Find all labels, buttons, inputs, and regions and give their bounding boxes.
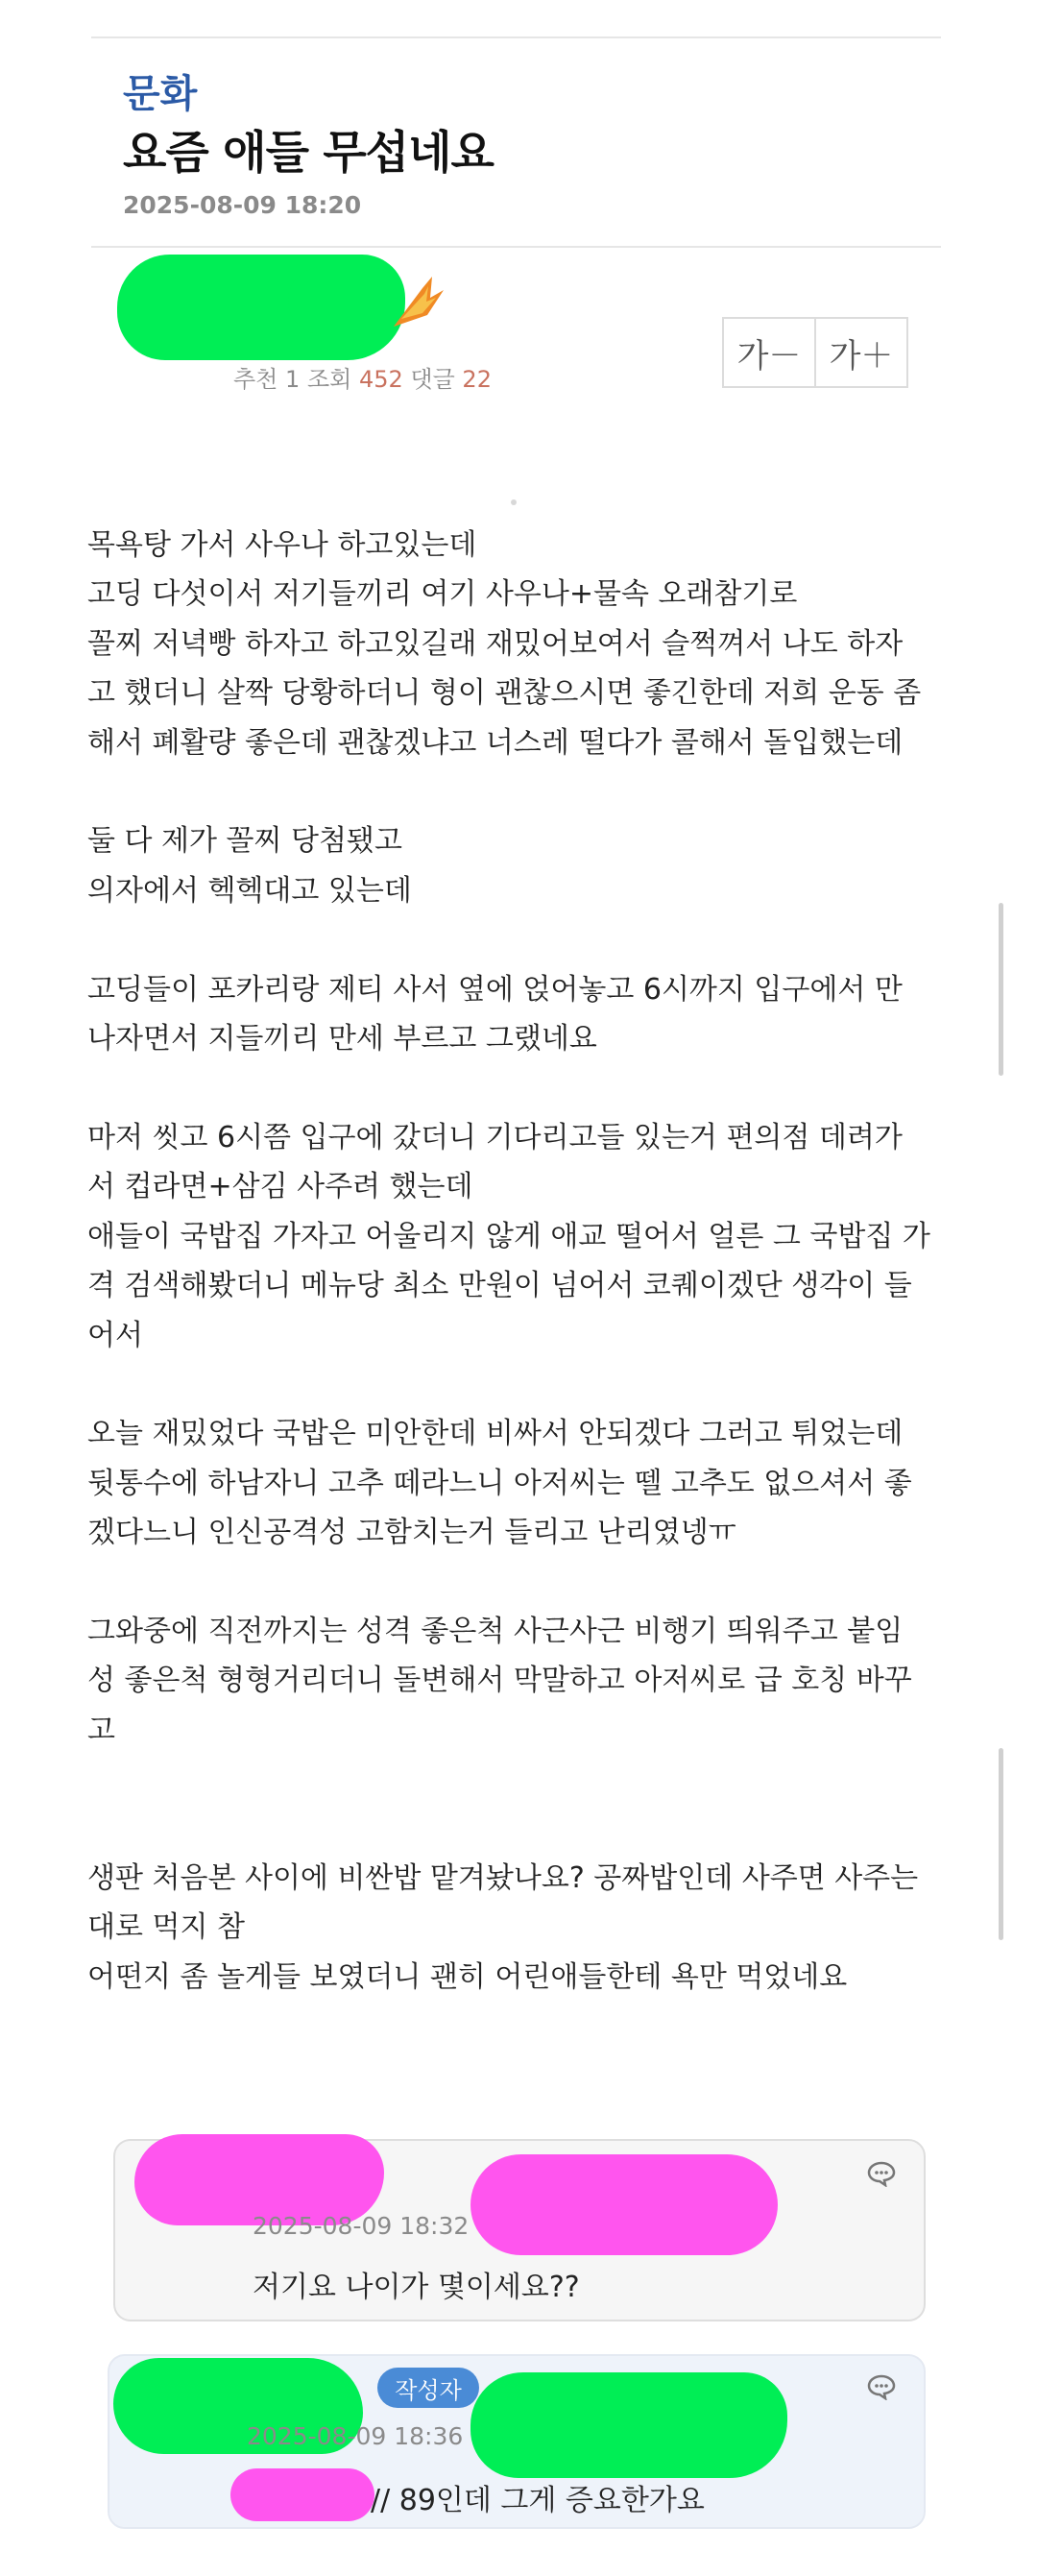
- separator-dot: [511, 499, 517, 505]
- post-category[interactable]: 문화: [123, 72, 198, 116]
- font-decrease-button[interactable]: 가－: [736, 336, 802, 376]
- recommend-label: 추천: [233, 366, 278, 393]
- commenter-redaction: [470, 2372, 787, 2478]
- scrollbar-thumb[interactable]: [999, 1748, 1003, 1940]
- font-size-controls: [722, 317, 908, 388]
- reply-icon[interactable]: [866, 2373, 897, 2400]
- views-count: 452: [358, 366, 403, 393]
- views-label: 조회: [306, 366, 352, 393]
- level-badge-icon: [384, 269, 451, 336]
- post-date: 2025-08-09 18:20: [123, 191, 362, 219]
- comment-date: 2025-08-09 18:36: [247, 2422, 464, 2450]
- header-divider: [91, 246, 941, 248]
- author-badge: 작성자: [377, 2368, 479, 2408]
- comments-label: 댓글: [410, 366, 455, 393]
- commenter-redaction: [470, 2154, 778, 2255]
- scrollbar-thumb[interactable]: [999, 903, 1003, 1076]
- reply-icon[interactable]: [866, 2160, 897, 2187]
- post-body: 목욕탕 가서 사우나 하고있는데 고딩 다섯이서 저기들끼리 여기 사우나+물속 오래참기로 꼴찌 저녁빵 하자고 하고있길래 재밌어보여서 슬쩍껴서 나도 하자 고 했더니 살짝 당황하더니 형이 괜찮으시면 좋긴한데 저희 운동 좀 해서 폐활량 좋은데 괜찮겠냐고 너스레 떨다가 콜해서 돌입했는데 둘 다 제가 꼴찌 당첨됐고 의자에서 헥헥대고 있는데 고딩들이 포카리랑 제티 사서 옆에 얹어놓고 6시까지 입구에서 만 나자면서 지들끼리 만세 부르고 그랬네요 마저 씻고 6시쯤 입구에 갔더니 기다리고들 있는거 편의점 데려가 서 컵라면+삼김 사주려 했는데 애들이 국밥집 가자고 어울리지 않게 애교 떨어서 얼른 그 국밥집 가 격 검색해봤더니 메뉴당 최소 만원이 넘어서 코퀘이겠단 생각이 들 어서 오늘 재밌었다 국밥은 미안한데 비싸서 안되겠다 그러고 튀었는데 뒷통수에 하남자니 고추 떼라느니 아저씨는 뗄 고추도 없으셔서 좋 겠다느니 인신공격성 고함치는거 들리고 난리였넹ㅠ 그와중에 직전까지는 성격 좋은척 사근사근 비행기 띄워주고 붙임 성 좋은척 형형거리더니 돌변해서 막말하고 아저씨로 급 호칭 바꾸 고 생판 처음본 사이에 비싼밥 맡겨놨나요? 공짜밥인데 사주면 사주는 대로 먹지 참 어떤지 좀 놀게들 보였더니 괜히 어린애들한테 욕만 먹었네요: [87, 528, 930, 1994]
- font-increase-button[interactable]: 가＋: [814, 319, 906, 386]
- comment-date: 2025-08-09 18:32: [253, 2212, 470, 2240]
- post-title: 요즘 애들 무섭네요: [123, 127, 494, 180]
- post-stats: [233, 360, 492, 394]
- comment-text: // 89인데 그게 증요한가요: [371, 2484, 705, 2517]
- recommend-count: 1: [285, 366, 301, 393]
- top-divider: [91, 36, 941, 38]
- mention-redaction: [230, 2468, 374, 2521]
- comment-text: 저기요 나이가 몇이세요??: [253, 2271, 580, 2304]
- comments-count[interactable]: 22: [462, 366, 492, 393]
